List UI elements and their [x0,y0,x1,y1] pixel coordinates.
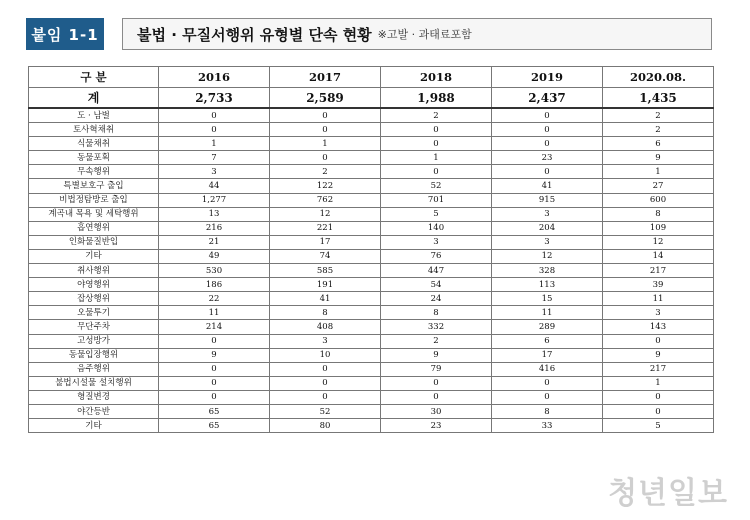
cell-value: 416 [492,362,603,376]
cell-value: 191 [270,278,381,292]
cell-value: 328 [492,264,603,278]
cell-value: 0 [381,123,492,137]
cell-value: 6 [492,334,603,348]
table-row [29,376,714,390]
cell-value: 13 [159,207,270,221]
table-row [29,306,714,320]
cell-value: 0 [603,404,714,418]
cell-value: 44 [159,179,270,193]
cell-value: 0 [159,334,270,348]
cell-value: 15 [492,292,603,306]
table-row [29,235,714,249]
cell-value: 0 [492,137,603,151]
total-label: 계 [29,88,159,109]
cell-value: 76 [381,249,492,263]
cell-value: 122 [270,179,381,193]
cell-value: 12 [270,207,381,221]
cell-value: 17 [492,348,603,362]
table-body [29,88,714,433]
row-label: 야간등반 [29,404,159,418]
cell-value: 11 [159,306,270,320]
row-label: 비법정탐방로 출입 [29,193,159,207]
table-row [29,362,714,376]
cell-value: 214 [159,320,270,334]
cell-value: 7 [159,151,270,165]
row-label: 무단주차 [29,320,159,334]
cell-value: 17 [270,235,381,249]
row-label: 고성방가 [29,334,159,348]
cell-value: 2 [381,108,492,123]
cell-value: 2 [603,123,714,137]
cell-value: 332 [381,320,492,334]
cell-value: 600 [603,193,714,207]
cell-value: 65 [159,419,270,433]
cell-value: 24 [381,292,492,306]
row-label: 음주행위 [29,362,159,376]
title-note: ※고발 · 과태료포함 [377,28,472,41]
cell-value: 2 [270,165,381,179]
table-header [29,67,714,88]
cell-value: 23 [492,151,603,165]
cell-value: 0 [381,137,492,151]
table-row [29,193,714,207]
row-label: 기타 [29,419,159,433]
cell-value: 1 [381,151,492,165]
cell-value: 0 [492,390,603,404]
cell-value: 9 [603,348,714,362]
cell-value: 8 [270,306,381,320]
table-row [29,419,714,433]
table-row [29,320,714,334]
cell-value: 447 [381,264,492,278]
cell-value: 1 [159,137,270,151]
row-label: 야영행위 [29,278,159,292]
cell-value: 217 [603,264,714,278]
cell-value: 3 [492,207,603,221]
row-label: 불법시설물 설치행위 [29,376,159,390]
table-row [29,390,714,404]
cell-value: 33 [492,419,603,433]
table-row [29,348,714,362]
title-box [122,18,712,50]
row-label: 무속행위 [29,165,159,179]
cell-value: 408 [270,320,381,334]
cell-value: 3 [381,235,492,249]
row-label: 식물채취 [29,137,159,151]
cell-value: 0 [270,151,381,165]
cell-value: 0 [492,123,603,137]
cell-value: 10 [270,348,381,362]
cell-value: 22 [159,292,270,306]
cell-value: 27 [603,179,714,193]
cell-value: 0 [159,108,270,123]
cell-value: 6 [603,137,714,151]
cell-value: 14 [603,249,714,263]
cell-value: 204 [492,221,603,235]
cell-value: 186 [159,278,270,292]
cell-value: 3 [159,165,270,179]
table-row [29,292,714,306]
row-label: 토사혁채취 [29,123,159,137]
column-header-year: 2017 [270,67,381,88]
cell-value: 8 [603,207,714,221]
row-label: 오물투기 [29,306,159,320]
row-label: 동물포획 [29,151,159,165]
row-label: 도 · 남벌 [29,108,159,123]
table-row [29,404,714,418]
cell-value: 52 [270,404,381,418]
total-value: 1,435 [603,88,714,109]
cell-value: 2 [603,108,714,123]
cell-value: 5 [603,419,714,433]
cell-value: 0 [492,376,603,390]
cell-value: 74 [270,249,381,263]
table-row [29,334,714,348]
row-label: 흡연행위 [29,221,159,235]
cell-value: 0 [603,390,714,404]
row-label: 동물입장행위 [29,348,159,362]
cell-value: 1 [603,376,714,390]
table-row [29,179,714,193]
cell-value: 3 [603,306,714,320]
cell-value: 9 [381,348,492,362]
cell-value: 140 [381,221,492,235]
table-row [29,123,714,137]
cell-value: 5 [381,207,492,221]
cell-value: 3 [270,334,381,348]
table-row [29,108,714,123]
row-label: 특별보호구 출입 [29,179,159,193]
cell-value: 8 [492,404,603,418]
total-value: 2,437 [492,88,603,109]
cell-value: 49 [159,249,270,263]
cell-value: 12 [603,235,714,249]
row-label: 계곡내 목욕 및 세탁행위 [29,207,159,221]
table-row [29,278,714,292]
cell-value: 54 [381,278,492,292]
cell-value: 39 [603,278,714,292]
table-row [29,264,714,278]
total-value: 2,733 [159,88,270,109]
table-row [29,165,714,179]
cell-value: 11 [603,292,714,306]
cell-value: 0 [159,123,270,137]
row-label: 기타 [29,249,159,263]
cell-value: 0 [159,362,270,376]
cell-value: 113 [492,278,603,292]
cell-value: 216 [159,221,270,235]
total-value: 1,988 [381,88,492,109]
total-row [29,88,714,109]
column-header-year: 2016 [159,67,270,88]
cell-value: 289 [492,320,603,334]
cell-value: 1 [270,137,381,151]
cell-value: 221 [270,221,381,235]
column-header-year: 2018 [381,67,492,88]
publisher-watermark: 청년일보 [608,476,728,511]
table-row [29,249,714,263]
attachment-badge: 붙임 1-1 [26,18,104,50]
cell-value: 0 [270,108,381,123]
cell-value: 0 [270,390,381,404]
cell-value: 217 [603,362,714,376]
cell-value: 41 [270,292,381,306]
cell-value: 585 [270,264,381,278]
cell-value: 762 [270,193,381,207]
cell-value: 80 [270,419,381,433]
cell-value: 0 [381,390,492,404]
cell-value: 0 [159,376,270,390]
row-label: 형질변경 [29,390,159,404]
cell-value: 9 [603,151,714,165]
cell-value: 143 [603,320,714,334]
total-value: 2,589 [270,88,381,109]
cell-value: 9 [159,348,270,362]
cell-value: 21 [159,235,270,249]
cell-value: 0 [492,108,603,123]
cell-value: 915 [492,193,603,207]
table-row [29,151,714,165]
cell-value: 109 [603,221,714,235]
cell-value: 0 [159,390,270,404]
cell-value: 0 [492,165,603,179]
cell-value: 41 [492,179,603,193]
column-header-category: 구 분 [29,67,159,88]
cell-value: 530 [159,264,270,278]
cell-value: 1 [603,165,714,179]
cell-value: 1,277 [159,193,270,207]
cell-value: 2 [381,334,492,348]
cell-value: 0 [270,123,381,137]
cell-value: 65 [159,404,270,418]
cell-value: 23 [381,419,492,433]
row-label: 잡상행위 [29,292,159,306]
enforcement-table [28,66,714,433]
table-row [29,221,714,235]
cell-value: 8 [381,306,492,320]
cell-value: 11 [492,306,603,320]
cell-value: 0 [270,376,381,390]
cell-value: 0 [603,334,714,348]
cell-value: 0 [381,165,492,179]
cell-value: 30 [381,404,492,418]
cell-value: 3 [492,235,603,249]
page-title: 불법 · 무질서행위 유형별 단속 현황 [137,25,372,44]
cell-value: 0 [270,362,381,376]
cell-value: 12 [492,249,603,263]
cell-value: 0 [381,376,492,390]
table-row [29,137,714,151]
cell-value: 79 [381,362,492,376]
cell-value: 701 [381,193,492,207]
row-label: 인화물질반입 [29,235,159,249]
column-header-year: 2019 [492,67,603,88]
cell-value: 52 [381,179,492,193]
row-label: 취사행위 [29,264,159,278]
column-header-year: 2020.08. [603,67,714,88]
table-row [29,207,714,221]
